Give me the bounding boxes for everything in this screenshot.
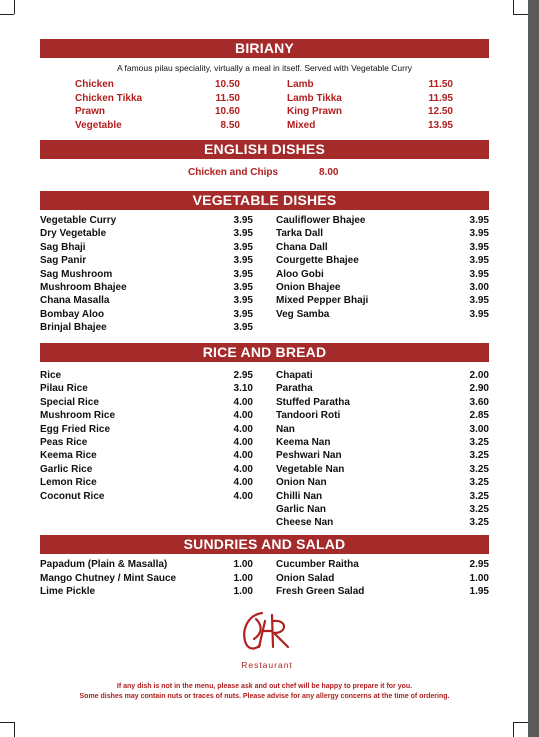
menu-item-name: Egg Fried Rice	[40, 423, 111, 435]
menu-item-price: 2.85	[469, 410, 489, 422]
menu-item-name: Keema Rice	[40, 450, 97, 462]
menu-item-price: 10.60	[214, 106, 240, 117]
menu-item-name: Papadum (Plain & Masalla)	[40, 559, 168, 570]
footer-line-2: Some dishes may contain nuts or traces of nuts. Please advise for any allergy concerns at the time of ordering.	[79, 693, 450, 700]
menu-item-price: 4.00	[233, 423, 253, 435]
menu-item-name: Sag Mushroom	[40, 268, 113, 280]
menu-item-name: Peas Rice	[40, 437, 88, 448]
menu-item-name: Cauliflower Bhajee	[276, 215, 366, 226]
menu-item-price: 3.95	[469, 215, 489, 226]
menu-item-name: Onion Nan	[276, 477, 327, 489]
menu-item-price: 3.95	[469, 255, 489, 267]
english-price: 8.00	[319, 167, 339, 178]
menu-item-price: 3.95	[233, 308, 253, 320]
biriany-intro: A famous pilau speciality, virtually a meal in itself. Served with Vegetable Curry	[116, 63, 413, 73]
menu-item-price: 3.25	[469, 504, 489, 515]
crop-mark	[14, 722, 15, 737]
menu-item-name: Mushroom Rice	[40, 410, 116, 422]
menu-item-name: Chilli Nan	[276, 490, 323, 502]
menu-item-price: 11.95	[428, 92, 453, 104]
menu-item-name: Pilau Rice	[40, 383, 88, 395]
menu-item-price: 3.95	[233, 255, 253, 267]
menu-item-name: Mango Chutney / Mint Sauce	[40, 572, 177, 584]
menu-item-price: 4.00	[233, 463, 253, 475]
crop-mark	[513, 722, 514, 737]
menu-item-price: 3.25	[469, 463, 489, 475]
menu-item-price: 3.25	[469, 477, 489, 489]
menu-item-name: Garlic Rice	[40, 463, 93, 475]
menu-item-price: 2.95	[233, 370, 253, 381]
menu-item-price: 11.50	[428, 79, 453, 90]
menu-item-name: Vegetable Curry	[40, 215, 117, 226]
menu-item-name: Chicken Tikka	[75, 92, 143, 104]
menu-item-name: Bombay Aloo	[40, 308, 105, 320]
menu-item-price: 2.95	[469, 559, 489, 570]
menu-item-price: 11.50	[215, 92, 240, 104]
menu-item-name: Vegetable	[75, 119, 122, 131]
menu-item-price: 1.00	[469, 572, 489, 584]
menu-item-name: Sag Panir	[40, 255, 87, 267]
menu-item-price: 4.00	[233, 450, 253, 462]
menu-item-price: 3.95	[469, 308, 489, 320]
menu-item-price: 2.90	[469, 383, 489, 395]
menu-item-name: Prawn	[75, 106, 106, 117]
menu-item-price: 3.10	[233, 383, 253, 395]
menu-item-price: 4.00	[233, 437, 253, 448]
menu-item-price: 3.95	[233, 215, 253, 226]
menu-item-price: 12.50	[427, 106, 453, 117]
menu-item-name: Mixed	[287, 119, 316, 131]
menu-item-name: Lamb	[287, 79, 314, 90]
menu-item-name: Coconut Rice	[40, 490, 105, 502]
rice-heading: RICE AND BREAD	[40, 343, 489, 362]
menu-item-price: 3.95	[469, 241, 489, 253]
footer-line-1: If any dish is not in the menu, please ask and out chef will be happy to prepare it for you.	[116, 683, 413, 690]
menu-item-name: Dry Vegetable	[40, 228, 107, 240]
menu-item-name: Courgette Bhajee	[276, 255, 359, 267]
english-item: Chicken and Chips	[188, 167, 279, 178]
menu-item-price: 4.00	[233, 410, 253, 422]
menu-item-name: Lemon Rice	[40, 477, 97, 489]
menu-item-name: Stuffed Paratha	[276, 396, 350, 408]
menu-item-name: Chana Masalla	[40, 295, 110, 307]
menu-item-price: 3.95	[469, 268, 489, 280]
menu-item-name: Rice	[40, 370, 62, 381]
crop-mark	[14, 0, 15, 14]
restaurant-logo	[232, 607, 302, 677]
menu-item-price: 3.00	[469, 423, 489, 435]
menu-item-price: 3.25	[469, 490, 489, 502]
menu-item-price: 13.95	[427, 119, 453, 131]
menu-item-name: Brinjal Bhajee	[40, 322, 107, 334]
menu-item-price: 3.95	[233, 228, 253, 240]
menu-item-price: 3.95	[233, 241, 253, 253]
menu-item-name: Tandoori Roti	[276, 410, 341, 422]
menu-item-price: 1.00	[233, 586, 253, 597]
crop-mark	[0, 722, 14, 723]
menu-item-price: 1.00	[233, 559, 253, 570]
menu-item-name: Fresh Green Salad	[276, 586, 365, 597]
menu-item-name: Veg Samba	[276, 308, 330, 320]
menu-item-name: Keema Nan	[276, 437, 331, 448]
menu-item-name: King Prawn	[287, 106, 343, 117]
menu-item-price: 3.95	[233, 322, 253, 334]
logo-text: Restaurant	[241, 660, 293, 670]
menu-item-price: 8.50	[220, 119, 240, 131]
menu-item-price: 3.95	[469, 295, 489, 307]
crop-mark	[513, 722, 528, 723]
menu-item-price: 3.25	[469, 517, 489, 529]
menu-item-price: 3.00	[469, 282, 489, 293]
menu-item-price: 4.00	[233, 396, 253, 408]
crop-mark	[0, 14, 14, 15]
menu-item-price: 3.95	[233, 268, 253, 280]
menu-item-name: Chana Dall	[276, 241, 328, 253]
menu-item-name: Paratha	[276, 383, 313, 395]
menu-item-name: Chicken	[75, 79, 114, 90]
menu-item-price: 3.25	[469, 437, 489, 448]
sundries-heading: SUNDRIES AND SALAD	[40, 535, 489, 554]
menu-item-name: Nan	[276, 423, 295, 435]
menu-item-price: 1.00	[233, 572, 253, 584]
menu-item-price: 2.00	[469, 370, 489, 381]
menu-item-price: 3.95	[233, 295, 253, 307]
menu-item-name: Onion Salad	[276, 572, 335, 584]
menu-item-price: 3.95	[469, 228, 489, 240]
menu-item-price: 3.60	[469, 396, 489, 408]
menu-item-price: 10.50	[214, 79, 240, 90]
english-heading: ENGLISH DISHES	[40, 140, 489, 159]
menu-item-name: Cheese Nan	[276, 517, 334, 529]
menu-item-name: Aloo Gobi	[276, 268, 324, 280]
crop-mark	[513, 14, 528, 15]
menu-item-name: Onion Bhajee	[276, 282, 341, 293]
menu-item-name: Sag Bhaji	[40, 241, 86, 253]
menu-item-name: Tarka Dall	[276, 228, 324, 240]
menu-item-price: 3.95	[233, 282, 253, 293]
menu-item-name: Special Rice	[40, 396, 99, 408]
menu-item-price: 4.00	[233, 477, 253, 489]
menu-item-price: 3.25	[469, 450, 489, 462]
vegetable-heading: VEGETABLE DISHES	[40, 191, 489, 210]
menu-item-name: Garlic Nan	[276, 504, 327, 515]
menu-item-price: 1.95	[469, 586, 489, 597]
menu-item-name: Peshwari Nan	[276, 450, 342, 462]
biriany-heading: BIRIANY	[40, 39, 489, 58]
menu-item-name: Chapati	[276, 370, 313, 381]
menu-item-name: Lime Pickle	[40, 586, 96, 597]
menu-item-name: Vegetable Nan	[276, 463, 345, 475]
menu-item-price: 4.00	[233, 490, 253, 502]
crop-mark	[513, 0, 514, 14]
menu-item-name: Mixed Pepper Bhaji	[276, 295, 369, 307]
menu-item-name: Lamb Tikka	[287, 92, 342, 104]
menu-item-name: Cucumber Raitha	[276, 559, 359, 570]
menu-item-name: Mushroom Bhajee	[40, 282, 127, 293]
